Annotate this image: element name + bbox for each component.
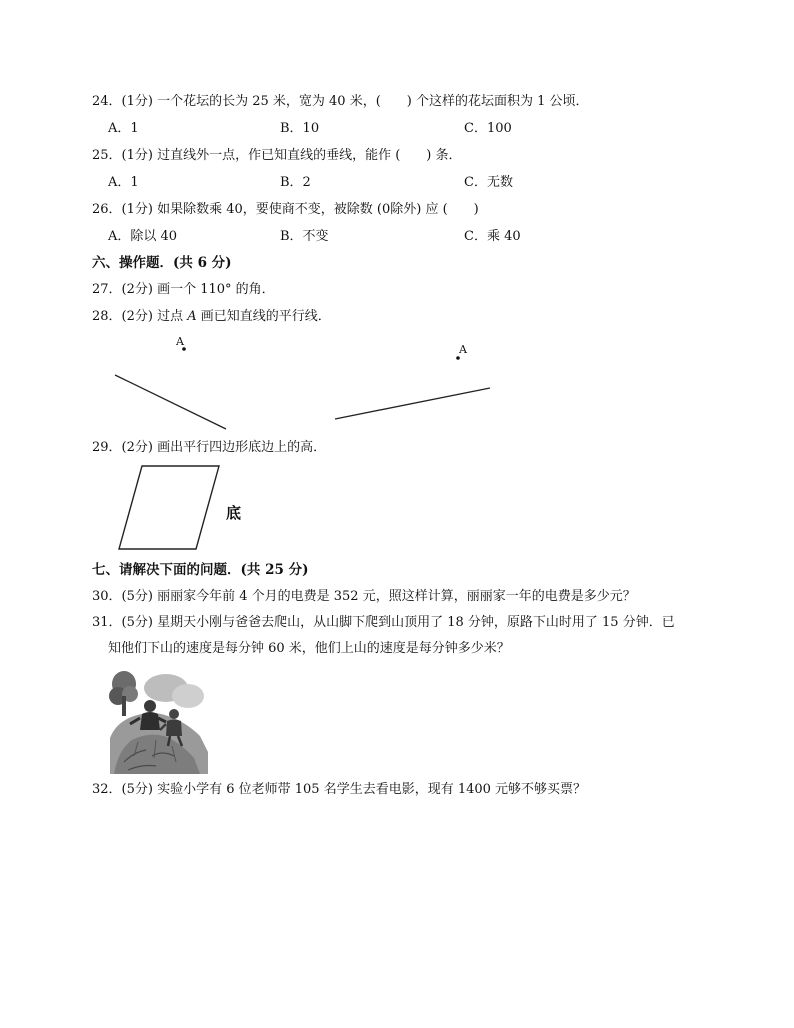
question-28-text-prefix: 28．(2分) 过点 <box>92 309 188 324</box>
question-29-text: 29．(2分) 画出平行四边形底边上的高． <box>92 440 327 455</box>
mountain-climbing-illustration <box>104 666 208 774</box>
question-31-text-line-1: 31．(5分) 星期天小刚与爸爸去爬山，从山脚下爬到山顶用了 18 分钟，原路下山时用了 15 分钟．已 <box>92 615 675 630</box>
parallelogram-base-label: 底 <box>226 504 242 522</box>
parallelogram <box>119 466 219 549</box>
question-27-text: 27．(2分) 画一个 110° 的角． <box>92 282 275 297</box>
question-31-text-line-2: 知他们下山的速度是每分钟 60 米，他们上山的速度是每分钟多少米？ <box>108 641 510 656</box>
question-25-option-b: B．2 <box>280 175 311 190</box>
question-25-option-c: C．无数 <box>464 175 513 190</box>
question-24-option-c: C．100 <box>464 121 512 136</box>
question-28-point-name: A <box>187 309 197 324</box>
question-25-text: 25．(1分) 过直线外一点，作已知直线的垂线，能作 ( ) 条． <box>92 148 462 163</box>
question-24-option-a: A．1 <box>108 121 139 136</box>
section-7-title: 七、请解决下面的问题．(共 25 分) <box>92 562 309 578</box>
point-a-right-label: A <box>459 343 467 356</box>
question-26-option-c: C．乘 40 <box>464 229 521 244</box>
point-a-right <box>456 356 460 360</box>
question-26-option-a: A．除以 40 <box>108 229 178 244</box>
point-a-left-label: A <box>176 335 184 348</box>
given-line-right <box>335 388 490 419</box>
section-6-title: 六、操作题．(共 6 分) <box>92 255 232 271</box>
question-24-option-b: B．10 <box>280 121 320 136</box>
question-26-text: 26．(1分) 如果除数乘 40，要使商不变，被除数 (0除外) 应 ( ) <box>92 202 479 217</box>
question-25-option-a: A．1 <box>108 175 139 190</box>
question-24-text: 24．(1分) 一个花坛的长为 25 米，宽为 40 米，( ) 个这样的花坛面积为 1 公顷． <box>92 94 589 109</box>
given-line-left <box>115 375 226 429</box>
question-30-text: 30．(5分) 丽丽家今年前 4 个月的电费是 352 元，照这样计算，丽丽家一年的电费是多少元？ <box>92 589 636 604</box>
question-28-text-suffix: 画已知直线的平行线． <box>196 309 331 324</box>
question-26-option-b: B．不变 <box>280 229 329 244</box>
question-32-text: 32．(5分) 实验小学有 6 位老师带 105 名学生去看电影，现有 1400 元够不够买票？ <box>92 782 587 797</box>
